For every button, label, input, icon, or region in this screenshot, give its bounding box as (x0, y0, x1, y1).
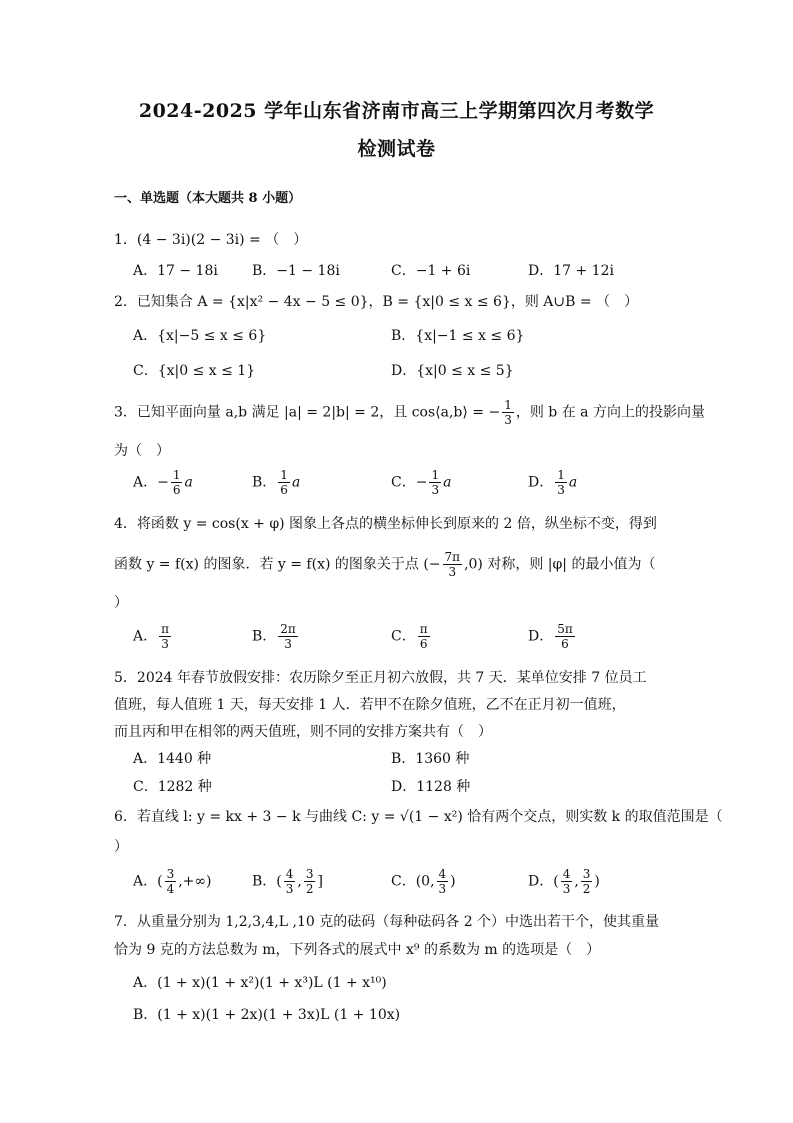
q6-d-label: D．( (528, 873, 559, 890)
q3-option-c (391, 468, 451, 497)
q4-b-frac (278, 622, 298, 651)
q4-a-den: 3 (161, 637, 169, 651)
q3-b-num: 1 (280, 468, 288, 482)
q3-option-d (528, 468, 577, 497)
q4-stem2-part1: 函数 y = f(x) 的图象．若 y = f(x) 的图象关于点 (− (114, 556, 441, 573)
q3-a-den: 6 (172, 483, 181, 497)
q4-stem-line3: ） (114, 595, 128, 611)
q4-option-a (133, 622, 173, 651)
q2-option-b: B．{x|−1 ≤ x ≤ 6} (391, 328, 525, 344)
q6-option-d: D．( $\frac{4}{3}$ , $\frac{3}{2}$ ) (528, 867, 600, 896)
exam-title-line1: 2024-2025 学年山东省济南市高三上学期第四次月考数学 (138, 100, 655, 122)
q3-frac-den: 3 (504, 413, 512, 427)
q3-c-vec: a (443, 474, 452, 491)
q6-d-den1: 3 (562, 882, 571, 896)
q6-b-num2: 3 (305, 867, 314, 881)
q3-a-label: A．− (133, 474, 169, 491)
q4-b-num: 2π (280, 622, 296, 636)
q3-a-num: 1 (172, 468, 181, 482)
q3-c-frac (429, 468, 441, 497)
q6-b-den2: 2 (305, 882, 314, 896)
q7-stem-line1: 7．从重量分别为 1,2,3,4,L ,10 克的砝码（每种砝码各 2 个）中选出若干个，使其重量 (114, 914, 660, 930)
q6-b-label: B．( (252, 873, 282, 890)
q3-b-den: 6 (280, 483, 288, 497)
q1-option-a: A．17 − 18i (133, 263, 218, 279)
q6-b-frac2 (304, 867, 316, 896)
q6-b-tail: ] (317, 873, 323, 890)
q2-stem: 2．已知集合 A = {x|x² − 4x − 5 ≤ 0}，B = {x|0 ≤ x ≤ 6}，则 A∪B = （ ） (114, 294, 639, 310)
q3-c-num: 1 (431, 468, 440, 482)
q3-stem-cont: 为（ ） (114, 443, 170, 459)
q5-stem-line3: 而且丙和甲在相邻的两天值班，则不同的安排方案共有（ ） (114, 724, 492, 740)
q3-c-label: C．− (391, 474, 428, 491)
q3-option-a (133, 468, 193, 497)
q4-a-frac (159, 622, 171, 651)
q2-option-d: D．{x|0 ≤ x ≤ 5} (391, 363, 514, 379)
q3-stem-fraction (502, 398, 514, 427)
q6-c-label: C．(0, (391, 873, 435, 890)
q6-option-b: B．( $\frac{4}{3}$ , $\frac{3}{2}$ ] (252, 867, 323, 896)
q6-c-frac (437, 867, 449, 896)
q6-a-tail: ,+∞) (178, 873, 212, 890)
q3-b-label: B． (252, 474, 277, 491)
q4-option-c (391, 622, 432, 651)
q1-option-b: B．−1 − 18i (252, 263, 340, 279)
q2-option-a: A．{x|−5 ≤ x ≤ 6} (133, 328, 267, 344)
q4-frac-den: 3 (448, 565, 457, 579)
q7-option-a: A．(1 + x)(1 + x²)(1 + x³)L (1 + x¹⁰) (133, 975, 387, 991)
q4-c-frac (418, 622, 430, 651)
q6-d-num1: 4 (562, 867, 571, 881)
q6-c-tail: ) (450, 873, 456, 890)
q5-stem-line2: 值班，每人值班 1 天，每天安排 1 人．若甲不在除夕值班，乙不在正月初一值班， (114, 697, 626, 713)
q7-option-b: B．(1 + x)(1 + 2x)(1 + 3x)L (1 + 10x) (133, 1007, 401, 1023)
q6-option-c (391, 867, 456, 896)
q4-stem2-part2: ,0) 对称，则 |φ| 的最小值为（ (464, 556, 656, 573)
q3-b-frac (278, 468, 290, 497)
q5-stem-line1: 5．2024 年春节放假安排：农历除夕至正月初六放假，共 7 天．某单位安排 7 位员工 (114, 670, 647, 686)
q4-frac-num: 7π (444, 550, 461, 564)
q4-c-den: 6 (419, 637, 428, 651)
q3-d-vec: a (568, 474, 578, 491)
q6-c-den: 3 (438, 882, 447, 896)
q3-stem-part1: 3．已知平面向量 a,b 满足 |a| = 2|b| = 2，且 cos⟨a,b⟩ = − (114, 404, 501, 421)
q6-d-tail: ) (594, 873, 600, 890)
q4-option-d (528, 622, 577, 651)
q3-stem (114, 398, 705, 427)
exam-title-line2: 检测试卷 (357, 138, 436, 160)
q3-stem-part2: ，则 b 在 a 方向上的投影向量 (515, 404, 705, 421)
q3-d-frac (555, 468, 567, 497)
q4-d-frac (555, 622, 575, 651)
q6-b-den1: 3 (285, 882, 294, 896)
q5-option-b: B．1360 种 (391, 751, 470, 767)
q3-c-den: 3 (431, 483, 440, 497)
q3-d-den: 3 (557, 483, 565, 497)
q4-c-label: C． (391, 628, 416, 645)
q3-a-vec: a (184, 474, 193, 491)
q4-d-num: 5π (557, 622, 573, 636)
q4-a-label: A． (133, 628, 158, 645)
q1-option-d: D．17 + 12i (528, 263, 614, 279)
q5-option-a: A．1440 种 (133, 751, 212, 767)
q6-d-num2: 3 (582, 867, 591, 881)
q6-option-a (133, 867, 212, 896)
q1-stem: 1．(4 − 3i)(2 − 3i) = （ ） (114, 232, 308, 248)
q3-d-label: D． (528, 474, 554, 491)
q4-d-den: 6 (561, 637, 569, 651)
q6-d-frac2 (581, 867, 593, 896)
q6-a-num: 3 (166, 867, 175, 881)
q6-a-den: 4 (166, 882, 175, 896)
q6-b-num1: 4 (285, 867, 294, 881)
q6-a-frac (165, 867, 177, 896)
q4-b-den: 3 (284, 637, 292, 651)
q6-a-label: A．( (133, 873, 163, 890)
q3-d-num: 1 (557, 468, 565, 482)
q1-option-c: C．−1 + 6i (391, 263, 471, 279)
q4-stem-frac (443, 550, 463, 579)
q5-option-c: C．1282 种 (133, 779, 212, 795)
q3-option-b (252, 468, 300, 497)
q4-c-num: π (419, 622, 428, 636)
q3-b-vec: a (291, 474, 301, 491)
q3-frac-num: 1 (504, 398, 512, 412)
q5-option-d: D．1128 种 (391, 779, 471, 795)
q3-a-frac (171, 468, 183, 497)
q6-stem-line1: 6．若直线 l: y = kx + 3 − k 与曲线 C: y = √(1 − x²) 恰有两个交点，则实数 k 的取值范围是（ (114, 809, 723, 825)
q6-d-den2: 2 (582, 882, 591, 896)
q4-b-label: B． (252, 628, 277, 645)
q6-d-frac1 (561, 867, 573, 896)
section-heading: 一、单选题（本大题共 8 小题） (114, 191, 302, 206)
q6-stem-line2: ） (114, 839, 128, 855)
q2-option-c: C．{x|0 ≤ x ≤ 1} (133, 363, 256, 379)
q7-stem-line2: 恰为 9 克的方法总数为 m，下列各式的展式中 x⁹ 的系数为 m 的选项是（ ） (114, 942, 601, 958)
q6-b-frac1 (284, 867, 296, 896)
q4-a-num: π (161, 622, 170, 636)
q4-d-label: D． (528, 628, 554, 645)
q4-stem-line2 (114, 550, 684, 579)
q4-option-b (252, 622, 300, 651)
q6-c-num: 4 (438, 867, 447, 881)
q4-stem-line1: 4．将函数 y = cos(x + φ) 图象上各点的横坐标伸长到原来的 2 倍，纵坐标不变，得到 (114, 516, 657, 532)
